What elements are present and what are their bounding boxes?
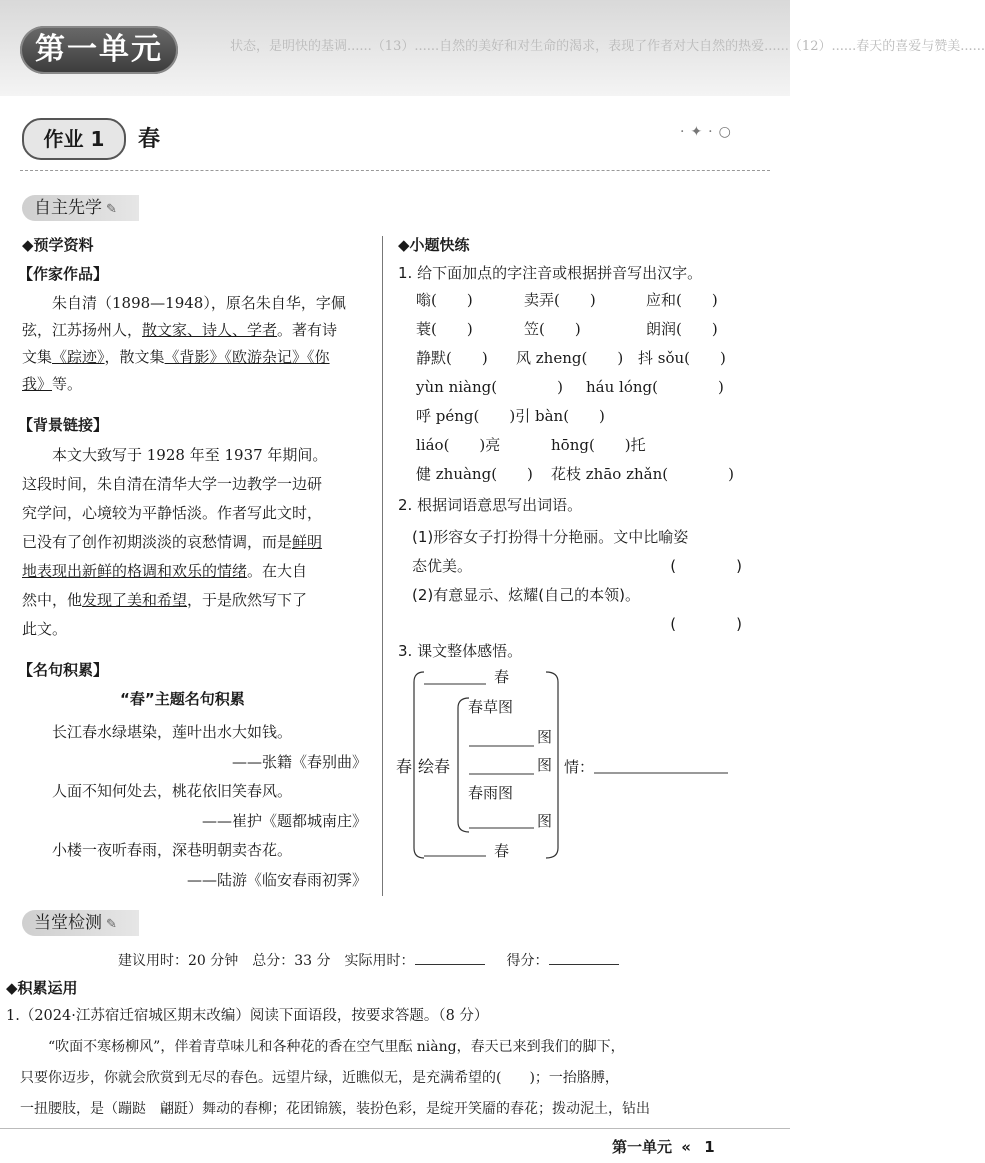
inner-bracket	[458, 698, 469, 832]
section-tag-class-test	[22, 910, 139, 936]
pinyin-item: 卖弄( )	[524, 291, 596, 309]
question-2: 2. 根据词语意思写出词语。	[398, 496, 583, 514]
pinyin-item: 风 zheng( )	[516, 349, 624, 367]
bg-line: 本文大致写于 1928 年至 1937 年期间。	[52, 446, 328, 464]
bg-line: 究学问，心境较为平静恬淡。作者写此文时，	[22, 504, 323, 522]
double-chevron-icon: «	[681, 1138, 691, 1156]
footer	[612, 1136, 715, 1157]
pinyin-row	[416, 405, 746, 434]
q2-line: (2)有意显示、炫耀(自己的本领)。	[412, 586, 640, 604]
underlined-span: 《踪迹》	[52, 348, 105, 366]
lesson-title: 春	[138, 127, 161, 152]
usage-heading: ◆积累运用	[6, 979, 78, 997]
bg-line	[22, 557, 367, 586]
underlined-span: 散文家、诗人、学者	[142, 321, 278, 339]
passage-line: 一扭腰肢，是（蹦跶 翩跹）舞动的春柳；花团锦簇，装扮色彩，是绽开笑靥的春花；拨动泥土，钻出	[20, 1101, 650, 1117]
pinyin-item: liáo( )亮	[416, 436, 501, 454]
text-span: 然中，他	[22, 591, 83, 609]
text-span: 弦，江苏扬州人，	[22, 321, 143, 339]
pencil-icon: ✎	[106, 917, 117, 932]
background-heading: 【背景链接】	[18, 416, 109, 434]
section-tag-self-study	[22, 195, 139, 221]
pinyin-item: hōng( )托	[551, 436, 646, 454]
section-tag-label: 当堂检测	[34, 913, 102, 933]
score-blank	[549, 964, 619, 965]
page-number: 1	[704, 1138, 715, 1156]
pinyin-row	[416, 289, 746, 318]
text-span: ，散文集	[104, 348, 165, 366]
bleed-through-text: 状态，是明快的基调......（13）......自然的美好和对生命的渴求，表现了作者对大自然的热爱......（12）......春天的喜爱与赞美......	[230, 39, 985, 54]
pencil-icon: ✎	[106, 202, 117, 217]
background-paragraph	[22, 441, 367, 644]
diagram-root: 春	[396, 757, 413, 776]
footer-unit: 第一单元	[612, 1138, 673, 1156]
diagram-grass: 春草图	[468, 698, 514, 716]
reading-passage	[20, 1032, 780, 1125]
q2-line	[412, 610, 742, 639]
pinyin-item: 朗润( )	[646, 320, 718, 338]
pinyin-item: 应和( )	[646, 291, 718, 309]
sparkle-decoration: ·✦·○	[680, 124, 737, 140]
diagram-tu-2: 图	[537, 756, 553, 774]
diagram-chun-bottom: 春	[494, 842, 510, 860]
underlined-span: 《背影》《欧游杂记》《你	[164, 348, 330, 366]
unit-badge: 第一单元	[20, 26, 178, 74]
pinyin-item: 呼 péng( )引 bàn( )	[416, 407, 605, 425]
text-span: 已没有了创作初期淡淡的哀愁情调，而是	[22, 533, 293, 551]
time-text: 建议用时：20 分钟 总分：33 分 实际用时：	[118, 953, 415, 969]
practice-heading: ◆小题快练	[398, 236, 470, 254]
score-label: 得分：	[506, 953, 549, 969]
underlined-span: 鲜明	[292, 533, 323, 551]
pinyin-row	[416, 347, 746, 376]
quote-source: ——张籍《春别曲》	[231, 752, 367, 771]
column-divider	[382, 236, 383, 896]
bg-line	[22, 528, 367, 557]
passage-line: “吹面不寒杨柳风”，伴着青草味儿和各种花的香在空气里酝 niàng，春天已来到我们的脚下，	[48, 1039, 625, 1055]
quote-line: 长江春水绿堪染，莲叶出水大如钱。	[52, 723, 293, 741]
underlined-span: 发现了美和希望	[82, 591, 188, 609]
footer-rule	[0, 1128, 790, 1129]
question-3: 3. 课文整体感悟。	[398, 642, 523, 660]
pinyin-item: háu lóng( )	[586, 378, 724, 396]
prestudy-heading: ◆预学资料	[22, 236, 94, 254]
pinyin-row	[416, 434, 746, 463]
pinyin-grid	[416, 289, 746, 492]
diagram-tu-1: 图	[537, 728, 553, 746]
q2-line	[412, 552, 742, 581]
quote-line: 小楼一夜听春雨，深巷明朝卖杏花。	[52, 841, 293, 859]
question-2-items	[412, 523, 742, 639]
bottom-question-1: 1.（2024·江苏宿迁宿城区期末改编）阅读下面语段，按要求答题。（8 分）	[6, 1008, 489, 1024]
outline-diagram	[394, 660, 744, 860]
time-info	[118, 950, 619, 970]
diagram-branch: 绘春	[418, 757, 451, 776]
quote-line: 人面不知何处去，桃花依旧笑春风。	[52, 782, 293, 800]
text-span: 等。	[52, 375, 83, 393]
homework-badge: 作业 1	[22, 118, 126, 160]
text-span: 。在大自	[247, 562, 308, 580]
diagram-tu-3: 图	[537, 812, 553, 830]
passage-line: 只要你迈步，你就会欣赏到无尽的春色。远望片绿，近瞧似无，是充满希望的( )；一抬胳膊，	[20, 1070, 619, 1086]
author-heading: 【作家作品】	[18, 265, 109, 283]
actual-time-blank	[415, 964, 485, 965]
answer-paren: ( )	[670, 557, 742, 575]
pinyin-item: 蓑( )	[416, 320, 473, 338]
quote-source: ——崔护《题都城南庄》	[201, 811, 367, 830]
underlined-span: 我》	[22, 375, 53, 393]
text-span: 。著有诗	[277, 321, 338, 339]
text-span: 文集	[22, 348, 53, 366]
header-divider	[20, 170, 770, 171]
quotes-title: “春”主题名句积累	[120, 690, 245, 708]
pinyin-item: yùn niàng( )	[416, 378, 563, 396]
quotes-block	[22, 718, 367, 895]
bg-line: 这段时间，朱自清在清华大学一边教学一边研	[22, 475, 323, 493]
pinyin-row	[416, 376, 746, 405]
author-line	[22, 371, 367, 398]
question-1: 1. 给下面加点的字注音或根据拼音写出汉字。	[398, 264, 703, 282]
text-span: 态优美。	[412, 557, 473, 575]
pinyin-item: 嗡( )	[416, 291, 473, 309]
pinyin-item: 抖 sǒu( )	[638, 349, 726, 367]
pinyin-item: 健 zhuàng( )	[416, 465, 533, 483]
pinyin-row	[416, 463, 746, 492]
author-paragraph	[22, 290, 367, 398]
bg-line: 此文。	[22, 620, 68, 638]
pinyin-item: 花枝 zhāo zhǎn( )	[551, 465, 734, 483]
pinyin-item: 笠( )	[524, 320, 581, 338]
pinyin-row	[416, 318, 746, 347]
bg-line	[22, 586, 367, 615]
section-tag-label: 自主先学	[34, 198, 102, 218]
author-line	[22, 317, 367, 344]
pinyin-item: 静默( )	[416, 349, 488, 367]
quotes-heading: 【名句积累】	[18, 661, 109, 679]
text-span: ，于是欣然写下了	[187, 591, 308, 609]
answer-paren: ( )	[670, 615, 742, 633]
underlined-span: 地表现出新鲜的格调和欢乐的情绪	[22, 562, 248, 580]
author-line: 朱自清（1898—1948），原名朱自华，字佩	[52, 294, 346, 312]
quote-source: ——陆游《临安春雨初霁》	[186, 870, 367, 889]
diagram-chun-top: 春	[494, 668, 510, 686]
diagram-rain: 春雨图	[468, 784, 514, 802]
q2-line: (1)形容女子打扮得十分艳丽。文中比喻姿	[412, 528, 689, 546]
author-line	[22, 344, 367, 371]
diagram-qing: 情：	[564, 758, 595, 776]
